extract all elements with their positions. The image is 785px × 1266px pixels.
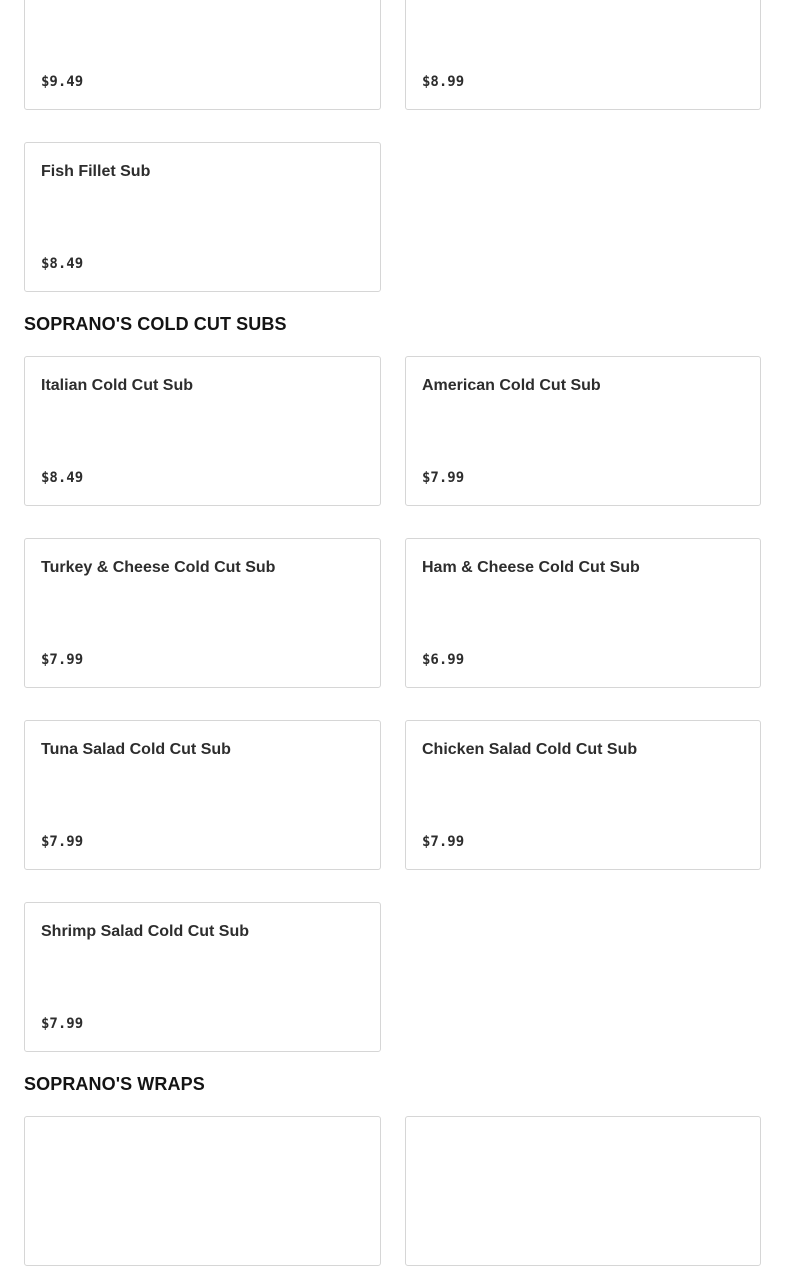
menu-item-price: $8.49 <box>41 256 84 272</box>
menu-item-name: Chicken Salad Cold Cut Sub <box>422 741 638 758</box>
menu-item-price: $7.99 <box>41 834 84 850</box>
menu-item-card-chicken-salad-cold-cut-sub[interactable] <box>405 720 761 870</box>
menu-item-price: $8.99 <box>422 74 465 90</box>
menu-item-name: Italian Cold Cut Sub <box>41 377 193 394</box>
menu-item-card-american-cold-cut-sub[interactable] <box>405 356 761 506</box>
menu-item-name: Ham & Cheese Cold Cut Sub <box>422 559 640 576</box>
menu-item-card-fish-fillet-sub[interactable] <box>24 142 381 292</box>
menu-item-card-tuna-salad-cold-cut-sub[interactable] <box>24 720 381 870</box>
menu-page <box>24 0 761 1266</box>
menu-item-card[interactable] <box>405 1116 761 1266</box>
section-title: SOPRANO'S COLD CUT SUBS <box>24 314 287 334</box>
menu-section-cold-cut-subs <box>24 292 761 1052</box>
menu-grid <box>24 0 761 292</box>
menu-item-card-ham-cheese-cold-cut-sub[interactable] <box>405 538 761 688</box>
menu-item-price: $7.99 <box>41 1016 84 1032</box>
menu-item-name: Shrimp Salad Cold Cut Sub <box>41 923 250 940</box>
menu-item-price: $8.49 <box>41 470 84 486</box>
menu-item-name: Fish Fillet Sub <box>41 163 151 180</box>
menu-grid <box>24 356 761 1052</box>
menu-item-price: $7.99 <box>41 652 84 668</box>
menu-grid <box>24 1116 761 1266</box>
menu-item-price: $6.99 <box>422 652 465 668</box>
menu-item-price: $7.99 <box>422 470 465 486</box>
menu-section-wraps <box>24 1052 761 1266</box>
menu-item-card-turkey-cheese-cold-cut-sub[interactable] <box>24 538 381 688</box>
menu-item-price: $9.49 <box>41 74 84 90</box>
menu-item-card-italian-cold-cut-sub[interactable] <box>24 356 381 506</box>
section-title: SOPRANO'S WRAPS <box>24 1074 205 1094</box>
menu-item-price: $7.99 <box>422 834 465 850</box>
menu-item-card-shrimp-salad-cold-cut-sub[interactable] <box>24 902 381 1052</box>
menu-item-card[interactable] <box>24 1116 381 1266</box>
menu-item-name: Tuna Salad Cold Cut Sub <box>41 741 231 758</box>
menu-item-card[interactable] <box>405 0 761 110</box>
menu-item-card[interactable] <box>24 0 381 110</box>
menu-item-name: American Cold Cut Sub <box>422 377 601 394</box>
menu-item-name: Turkey & Cheese Cold Cut Sub <box>41 559 276 576</box>
menu-section-subs <box>24 0 761 292</box>
